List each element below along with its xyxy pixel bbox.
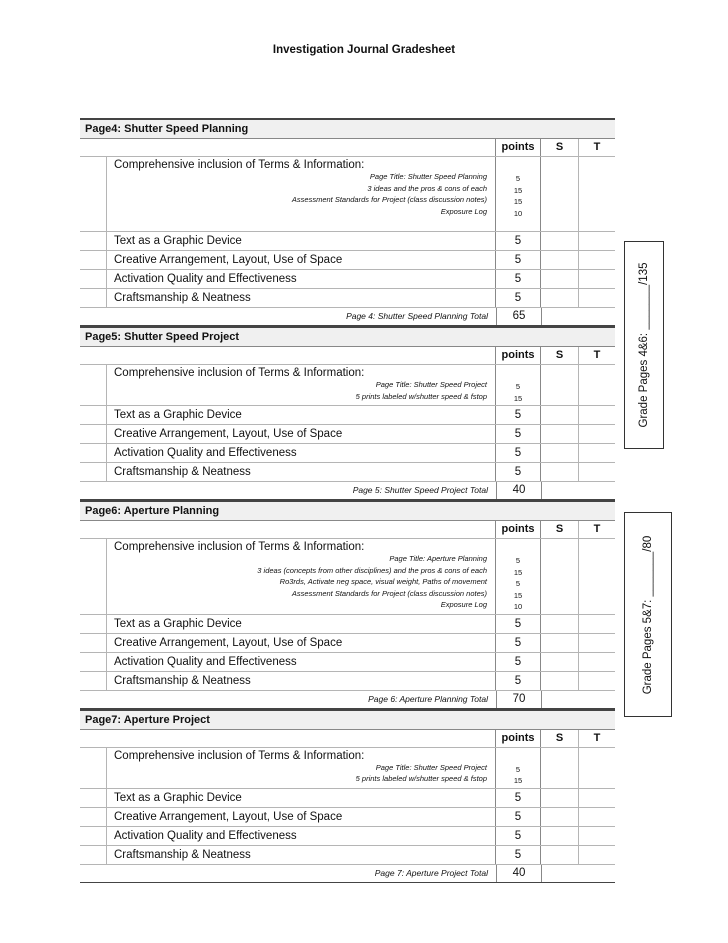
t-score-cell[interactable] (579, 748, 615, 788)
criterion-row (80, 634, 615, 653)
spacer (80, 539, 106, 614)
comprehensive-row (80, 157, 615, 232)
criterion-label: Craftsmanship & Neatness (106, 463, 496, 481)
requirement-points: 15 (513, 185, 523, 195)
spacer (80, 730, 106, 747)
criterion-label: Creative Arrangement, Layout, Use of Space (106, 634, 496, 652)
spacer (80, 232, 106, 250)
comprehensive-cell (106, 539, 496, 614)
criterion-points: 5 (496, 808, 541, 826)
s-score-cell[interactable] (541, 270, 579, 288)
spacer (542, 482, 579, 499)
s-score-cell[interactable] (541, 748, 579, 788)
spacer (80, 406, 106, 424)
grade-section (80, 709, 615, 883)
requirement-points: 10 (513, 602, 523, 611)
criterion-label: Craftsmanship & Neatness (106, 289, 496, 307)
t-header: T (593, 349, 601, 361)
spacer (579, 482, 615, 499)
criterion-points: 5 (496, 846, 541, 864)
requirement-item: 5 prints labeled w/shutter speed & fstop (355, 774, 487, 783)
s-score-cell[interactable] (541, 672, 579, 690)
criterion-row (80, 270, 615, 289)
criterion-row (80, 808, 615, 827)
criterion-points: 5 (496, 634, 541, 652)
comprehensive-row (80, 365, 615, 406)
s-header: S (541, 347, 579, 364)
points-header: points (496, 347, 541, 364)
spacer (579, 308, 615, 325)
spacer (579, 865, 615, 882)
s-score-cell[interactable] (541, 615, 579, 633)
requirement-points: 5 (515, 174, 521, 183)
comprehensive-label: Comprehensive inclusion of Terms & Information: (114, 749, 365, 762)
spacer (542, 308, 579, 325)
criterion-label: Craftsmanship & Neatness (106, 672, 496, 690)
t-score-cell[interactable] (579, 289, 615, 307)
t-header: T (593, 141, 601, 153)
s-header: S (541, 730, 579, 747)
criterion-points: 5 (496, 653, 541, 671)
t-score-cell[interactable] (579, 270, 615, 288)
column-header-row (80, 139, 615, 157)
t-header: T (593, 523, 601, 535)
criterion-points: 5 (496, 406, 541, 424)
s-header: S (541, 139, 579, 156)
t-score-cell[interactable] (579, 425, 615, 443)
t-score-cell[interactable] (579, 789, 615, 807)
s-score-cell[interactable] (541, 539, 579, 614)
t-score-cell[interactable] (579, 463, 615, 481)
requirement-item: 5 prints labeled w/shutter speed & fstop (355, 391, 487, 401)
spacer (80, 521, 106, 538)
gradesheet-table (80, 118, 615, 883)
spacer (80, 789, 106, 807)
s-score-cell[interactable] (541, 157, 579, 231)
requirement-points: 5 (515, 556, 521, 565)
comprehensive-points (496, 539, 541, 614)
criterion-points: 5 (496, 827, 541, 845)
s-score-cell[interactable] (541, 846, 579, 864)
total-label: Page 6: Aperture Planning Total (106, 691, 497, 708)
requirement-points: 15 (513, 567, 523, 577)
spacer (80, 270, 106, 288)
criterion-label: Activation Quality and Effectiveness (106, 270, 496, 288)
requirement-points: 10 (513, 208, 523, 218)
criterion-row (80, 251, 615, 270)
s-score-cell[interactable] (541, 653, 579, 671)
s-score-cell[interactable] (541, 808, 579, 826)
spacer (80, 615, 106, 633)
spacer (80, 463, 106, 481)
criterion-points: 5 (496, 463, 541, 481)
criterion-row (80, 789, 615, 808)
comprehensive-points (496, 365, 541, 405)
criterion-points: 5 (496, 444, 541, 462)
spacer (106, 521, 496, 538)
grade-section (80, 118, 615, 326)
s-header: S (541, 521, 579, 538)
t-score-cell[interactable] (579, 365, 615, 405)
t-score-cell[interactable] (579, 827, 615, 845)
total-points: 70 (497, 691, 542, 708)
spacer (80, 157, 106, 231)
spacer (579, 691, 615, 708)
requirement-item: Ro3rds, Activate neg space, visual weight, Paths of movement (279, 577, 487, 586)
criterion-points: 5 (496, 270, 541, 288)
spacer (80, 444, 106, 462)
criterion-points: 5 (496, 615, 541, 633)
points-header: points (496, 521, 541, 538)
section-heading: Page6: Aperture Planning (80, 500, 615, 521)
t-score-cell[interactable] (579, 653, 615, 671)
section-total-row (80, 482, 615, 500)
requirement-item: 3 ideas and the pros & cons of each (367, 183, 487, 193)
criterion-row (80, 289, 615, 308)
requirement-points: 15 (513, 393, 523, 403)
spacer (80, 425, 106, 443)
t-header: T (593, 731, 601, 744)
spacer (80, 365, 106, 405)
spacer (80, 139, 106, 156)
comprehensive-row (80, 539, 615, 615)
criterion-row (80, 463, 615, 482)
criterion-label: Activation Quality and Effectiveness (106, 827, 496, 845)
criterion-points: 5 (496, 672, 541, 690)
total-label: Page 4: Shutter Speed Planning Total (106, 308, 497, 325)
grade-box-pages-4-6 (624, 241, 664, 449)
total-points: 40 (497, 482, 542, 499)
criterion-points: 5 (496, 251, 541, 269)
spacer (80, 347, 106, 364)
s-score-cell[interactable] (541, 232, 579, 250)
criterion-row (80, 846, 615, 865)
criterion-row (80, 406, 615, 425)
criterion-label: Creative Arrangement, Layout, Use of Space (106, 425, 496, 443)
spacer (80, 482, 106, 499)
column-header-row (80, 347, 615, 365)
spacer (80, 827, 106, 845)
criterion-label: Activation Quality and Effectiveness (106, 444, 496, 462)
criterion-label: Activation Quality and Effectiveness (106, 653, 496, 671)
criterion-label: Text as a Graphic Device (106, 615, 496, 633)
grade-box-pages-5-7 (624, 512, 672, 717)
criterion-row (80, 425, 615, 444)
requirement-item: 3 ideas (concepts from other disciplines) and the pros & cons of each (257, 565, 487, 575)
spacer (80, 672, 106, 690)
spacer (80, 634, 106, 652)
total-points: 40 (497, 865, 542, 882)
comprehensive-cell (106, 748, 496, 788)
criterion-row (80, 615, 615, 634)
section-total-row (80, 691, 615, 709)
criterion-row (80, 827, 615, 846)
spacer (106, 730, 496, 747)
grade-section (80, 326, 615, 500)
t-score-cell[interactable] (579, 808, 615, 826)
spacer (80, 691, 106, 708)
s-score-cell[interactable] (541, 425, 579, 443)
spacer (80, 846, 106, 864)
requirement-points: 15 (513, 197, 523, 206)
requirement-item: Page Title: Shutter Speed Project (375, 762, 487, 772)
grade-section (80, 500, 615, 709)
criterion-label: Creative Arrangement, Layout, Use of Space (106, 808, 496, 826)
spacer (80, 308, 106, 325)
criterion-points: 5 (496, 425, 541, 443)
t-score-cell[interactable] (579, 251, 615, 269)
spacer (80, 808, 106, 826)
criterion-points: 5 (496, 789, 541, 807)
spacer (80, 653, 106, 671)
t-score-cell[interactable] (579, 634, 615, 652)
criterion-row (80, 653, 615, 672)
t-score-cell[interactable] (579, 406, 615, 424)
criterion-label: Text as a Graphic Device (106, 789, 496, 807)
spacer (542, 865, 579, 882)
comprehensive-points (496, 157, 541, 231)
comprehensive-cell (106, 365, 496, 405)
spacer (80, 289, 106, 307)
s-score-cell[interactable] (541, 251, 579, 269)
requirement-points: 5 (515, 764, 521, 774)
requirement-points: 15 (513, 776, 523, 785)
t-score-cell[interactable] (579, 444, 615, 462)
criterion-points: 5 (496, 289, 541, 307)
t-score-cell[interactable] (579, 615, 615, 633)
section-total-row (80, 865, 615, 883)
column-header-row (80, 521, 615, 539)
requirement-points: 5 (515, 382, 521, 391)
criterion-label: Text as a Graphic Device (106, 406, 496, 424)
section-heading: Page7: Aperture Project (80, 709, 615, 730)
comprehensive-label: Comprehensive inclusion of Terms & Information: (114, 159, 365, 171)
requirement-item: Page Title: Shutter Speed Project (375, 380, 487, 389)
s-score-cell[interactable] (541, 365, 579, 405)
criterion-label: Creative Arrangement, Layout, Use of Space (106, 251, 496, 269)
s-score-cell[interactable] (541, 789, 579, 807)
comprehensive-cell (106, 157, 496, 231)
spacer (80, 865, 106, 882)
page-title: Investigation Journal Gradesheet (272, 44, 456, 56)
criterion-row (80, 672, 615, 691)
grade-box-label: Grade Pages 5&7: _______/80 (642, 535, 654, 694)
section-heading: Page4: Shutter Speed Planning (80, 118, 615, 139)
s-score-cell[interactable] (541, 827, 579, 845)
section-total-row (80, 308, 615, 326)
comprehensive-label: Comprehensive inclusion of Terms & Information: (114, 541, 365, 553)
comprehensive-label: Comprehensive inclusion of Terms & Information: (114, 367, 365, 379)
comprehensive-points (496, 748, 541, 788)
criterion-row (80, 444, 615, 463)
points-header: points (496, 139, 541, 156)
total-label: Page 7: Aperture Project Total (106, 865, 497, 882)
requirement-item: Page Title: Aperture Planning (389, 554, 487, 563)
requirement-item: Exposure Log (440, 206, 487, 216)
section-heading: Page5: Shutter Speed Project (80, 326, 615, 347)
requirement-points: 5 (515, 579, 521, 588)
comprehensive-row (80, 748, 615, 789)
criterion-points: 5 (496, 232, 541, 250)
total-label: Page 5: Shutter Speed Project Total (106, 482, 497, 499)
criterion-label: Craftsmanship & Neatness (106, 846, 496, 864)
t-score-cell[interactable] (579, 157, 615, 231)
s-score-cell[interactable] (541, 406, 579, 424)
criterion-row (80, 232, 615, 251)
spacer (80, 251, 106, 269)
spacer (80, 748, 106, 788)
requirement-item: Exposure Log (440, 600, 487, 609)
spacer (106, 139, 496, 156)
total-points: 65 (497, 308, 542, 325)
s-score-cell[interactable] (541, 463, 579, 481)
s-score-cell[interactable] (541, 289, 579, 307)
requirement-item: Page Title: Shutter Speed Planning (369, 172, 487, 181)
s-score-cell[interactable] (541, 634, 579, 652)
points-header: points (496, 730, 541, 747)
criterion-label: Text as a Graphic Device (106, 232, 496, 250)
t-score-cell[interactable] (579, 539, 615, 614)
column-header-row (80, 730, 615, 748)
spacer (106, 347, 496, 364)
requirement-item: Assessment Standards for Project (class discussion notes) (291, 195, 487, 204)
requirement-item: Assessment Standards for Project (class discussion notes) (291, 588, 487, 598)
requirement-points: 15 (513, 590, 523, 600)
grade-box-label: Grade Pages 4&6: _______/135 (638, 262, 650, 428)
spacer (542, 691, 579, 708)
t-score-cell[interactable] (579, 672, 615, 690)
t-score-cell[interactable] (579, 846, 615, 864)
s-score-cell[interactable] (541, 444, 579, 462)
t-score-cell[interactable] (579, 232, 615, 250)
